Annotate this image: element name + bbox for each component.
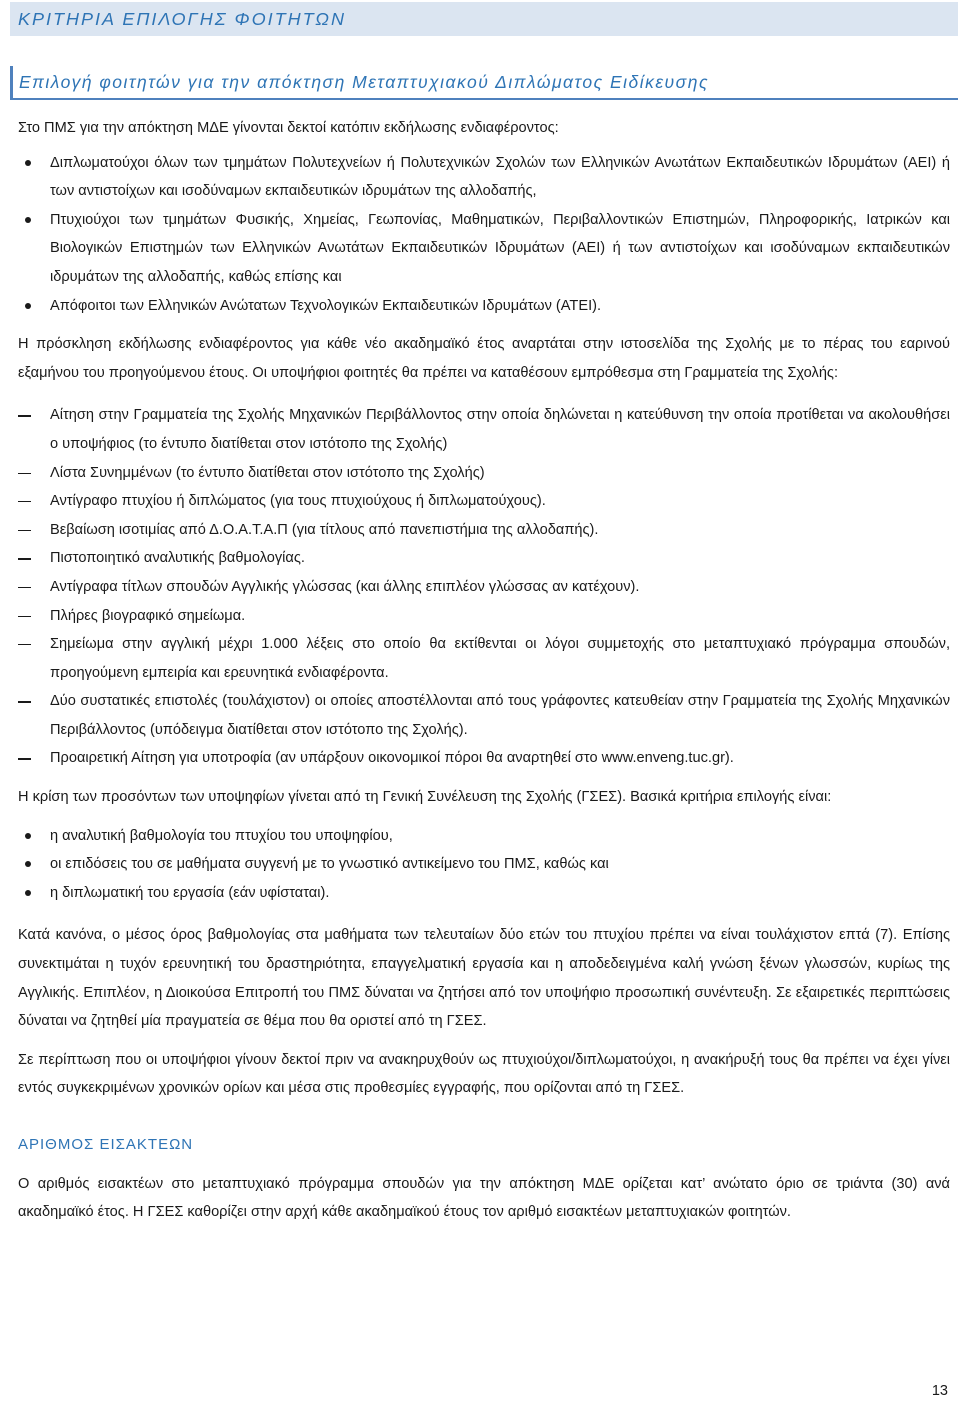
subsection-heading-bar xyxy=(10,66,958,100)
list-item: Δύο συστατικές επιστολές (τουλάχιστον) οι οποίες αποστέλλονται από τους γράφοντες κατευθείαν στην Γραμματεία της Σχολής Μηχανικών Περιβάλλοντος (υπόδειγμα διατίθεται στον ιστότοπο της Σχολής). xyxy=(18,687,950,744)
section-title: ΚΡΙΤΗΡΙΑ ΕΠΙΛΟΓΗΣ ΦΟΙΤΗΤΩΝ xyxy=(18,8,346,29)
list-item: Βεβαίωση ισοτιμίας από Δ.Ο.Α.Τ.Α.Π (για τίτλους από πανεπιστήμια της αλλοδαπής). xyxy=(18,516,950,545)
list-item: Αίτηση στην Γραμματεία της Σχολής Μηχανικών Περιβάλλοντος στην οποία δηλώνεται η κατεύθυνση την οποία προτίθεται να ακολουθήσει ο υποψήφιος (το έντυπο διατίθεται στον ιστότοπο της Σχολής) xyxy=(18,401,950,458)
criteria-intro-paragraph: Η κρίση των προσόντων των υποψηφίων γίνεται από τη Γενική Συνέλευση της Σχολής (ΓΣΕΣ). Βασικά κριτήρια επιλογής είναι: xyxy=(18,789,832,806)
list-item: Αντίγραφα τίτλων σπουδών Αγγλικής γλώσσας (και άλλης επιπλέον γλώσσας αν κατέχουν). xyxy=(18,573,950,602)
list-item: Πτυχιούχοι των τμημάτων Φυσικής, Χημείας, Γεωπονίας, Μαθηματικών, Περιβαλλοντικών Επιστημών, Πληροφορικής, Ιατρικών και Βιολογικών Επιστημών των Ελληνικών Ανωτάτων Εκπαιδευτικών Ιδρυμάτων (ΑΕΙ) ή των αντιστοίχων και ισοδύναμων εκπαιδευτικών ιδρυμάτων της αλλοδαπής, καθώς επίσης και xyxy=(18,206,950,292)
section-heading-bar xyxy=(10,2,958,36)
list-item: η διπλωματική του εργασία (εάν υφίσταται). xyxy=(18,879,950,908)
list-item: Πλήρες βιογραφικό σημείωμα. xyxy=(18,602,950,631)
list-item: Αντίγραφο πτυχίου ή διπλώματος (για τους πτυχιούχους ή διπλωματούχους). xyxy=(18,487,950,516)
rule-paragraph: Κατά κανόνα, ο μέσος όρος βαθμολογίας στα μαθήματα των τελευταίων δύο ετών του πτυχίου πρέπει να είναι τουλάχιστον επτά (7). Επίσης συνεκτιμάται η τυχόν ερευνητική του δραστηριότητα, επαγγελματική εργασία και η αποδεδειγμένα καλή γνώση ξένων γλωσσών, κυρίως της Αγγλικής. Επιπλέον, η Διοικούσα Επιτροπή του ΠΜΣ δύναται να ζητήσει από τον υποψήφιο προσωπική συνέντευξη. Σε εξαιρετικές περιπτώσεις δύναται να ζητηθεί μία πραγματεία σε θέμα που θα οριστεί από τη ΓΣΕΣ. xyxy=(18,927,950,1030)
section2-paragraph: Ο αριθμός εισακτέων στο μεταπτυχιακό πρόγραμμα σπουδών για την απόκτηση ΜΔΕ ορίζεται κατ’ ανώτατο όριο σε τριάντα (30) ανά ακαδημαϊκό έτος. Η ΓΣΕΣ καθορίζει στην αρχή κάθε ακαδημαϊκού έτους τον αριθμό εισακτέων μεταπτυχιακών φοιτητών. xyxy=(18,1175,950,1221)
list-item: οι επιδόσεις του σε μαθήματα συγγενή με το γνωστικό αντικείμενο του ΠΜΣ, καθώς και xyxy=(18,850,950,879)
list-item: Απόφοιτοι των Ελληνικών Ανώτατων Τεχνολογικών Εκπαιδευτικών Ιδρυμάτων (ΑΤΕΙ). xyxy=(18,292,950,321)
eligible-list xyxy=(18,149,950,321)
list-item: η αναλυτική βαθμολογία του πτυχίου του υποψηφίου, xyxy=(18,822,950,851)
page-number: 13 xyxy=(931,1383,948,1399)
acceptance-paragraph: Σε περίπτωση που οι υποψήφιοι γίνουν δεκτοί πριν να ανακηρυχθούν ως πτυχιούχοι/διπλωματούχοι, η ανακήρυξή τους θα πρέπει να έχει γίνει εντός συγκεκριμένων χρονικών ορίων και μέσα στις προθεσμίες εγγραφής, που ορίζονται από τη ΓΣΕΣ. xyxy=(18,1051,950,1097)
intro-paragraph: Στο ΠΜΣ για την απόκτηση ΜΔΕ γίνονται δεκτοί κατόπιν εκδήλωσης ενδιαφέροντος: xyxy=(18,120,559,136)
section2-title: ΑΡΙΘΜΟΣ ΕΙΣΑΚΤΕΩΝ xyxy=(18,1136,194,1153)
list-item: Διπλωματούχοι όλων των τμημάτων Πολυτεχνείων ή Πολυτεχνικών Σχολών των Ελληνικών Ανωτάτων Εκπαιδευτικών Ιδρυμάτων (ΑΕΙ) ή των αντιστοίχων και ισοδύναμων εκπαιδευτικών ιδρυμάτων της αλλοδαπής, xyxy=(18,149,950,206)
list-item: Προαιρετική Αίτηση για υποτροφία (αν υπάρξουν οικονομικοί πόροι θα αναρτηθεί στο www.enveng.tuc.gr). xyxy=(18,744,950,773)
list-item: Πιστοποιητικό αναλυτικής βαθμολογίας. xyxy=(18,544,950,573)
criteria-list xyxy=(18,822,950,908)
body-content xyxy=(18,114,950,1227)
invitation-paragraph: Η πρόσκληση εκδήλωσης ενδιαφέροντος για κάθε νέο ακαδημαϊκό έτος αναρτάται στην ιστοσελίδα της Σχολής με το πέρας του εαρινού εξαμήνου του προηγούμενου έτους. Οι υποψήφιοι φοιτητές θα πρέπει να καταθέσουν εμπρόθεσμα στη Γραμματεία της Σχολής: xyxy=(18,336,950,381)
documents-list xyxy=(18,401,950,773)
list-item: Σημείωμα στην αγγλική μέχρι 1.000 λέξεις στο οποίο θα εκτίθενται οι λόγοι συμμετοχής στο μεταπτυχιακό πρόγραμμα σπουδών, προηγούμενη εμπειρία και ερευνητικά ενδιαφέροντα. xyxy=(18,630,950,687)
list-item: Λίστα Συνημμένων (το έντυπο διατίθεται στον ιστότοπο της Σχολής) xyxy=(18,459,950,488)
subsection-title: Επιλογή φοιτητών για την απόκτηση Μεταπτυχιακού Διπλώματος Ειδίκευσης xyxy=(19,71,709,92)
